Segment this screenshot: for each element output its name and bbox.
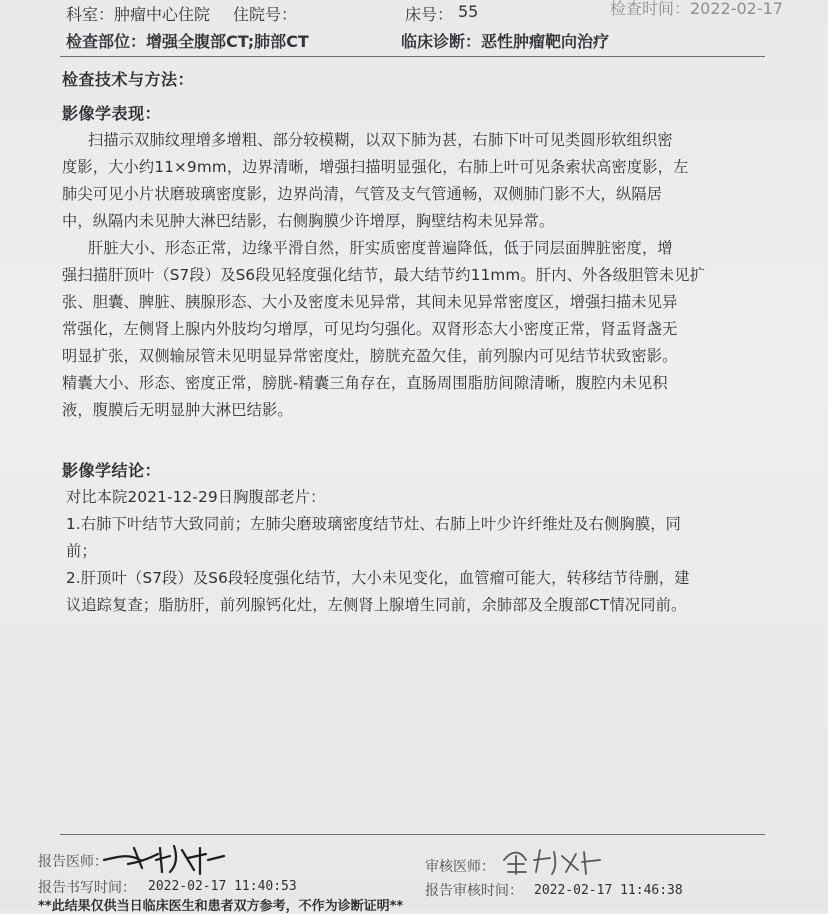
admission-no-label: 住院号： <box>233 5 298 24</box>
bed-label: 床号： <box>405 5 454 24</box>
conclusion-item-line: 1.右肺下叶结节大致同前；左肺尖磨玻璃密度结节灶、右肺上叶少许纤维灶及右侧胸膜，同 <box>66 515 682 533</box>
header-divider <box>60 56 765 57</box>
findings-p2-line: 肝脏大小、形态正常，边缘平滑自然，肝实质密度普遍降低，低于同层面脾脏密度，增 <box>88 239 673 257</box>
report-time: 2022-02-17 11:40:53 <box>148 879 297 894</box>
findings-p1-line: 中，纵隔内未见肿大淋巴结影，右侧胸膜少许增厚，胸壁结构未见异常。 <box>62 212 555 230</box>
findings-p2-line: 张、胆囊、脾脏、胰腺形态、大小及密度未见异常，其间未见异常密度区，增强扫描未见异 <box>62 293 678 311</box>
department: 科室：肿瘤中心住院 <box>66 5 211 24</box>
report-doctor-signature <box>100 838 230 878</box>
review-time: 2022-02-17 11:46:38 <box>534 883 683 898</box>
conclusion-item-line: 2.肝顶叶（S7段）及S6段轻度强化结节，大小未见变化，血管瘤可能大，转移结节待删，建 <box>66 569 690 587</box>
conclusion-item-line: 前； <box>66 542 97 560</box>
findings-p2-line: 精囊大小、形态、密度正常，膀胱-精囊三角存在，直肠周围脂肪间隙清晰，腹腔内未见积 <box>62 374 668 392</box>
findings-title: 影像学表现： <box>62 104 162 123</box>
findings-p1-line: 扫描示双肺纹理增多增粗、部分较模糊，以双下肺为甚，右肺下叶可见类圆形软组织密 <box>88 131 673 149</box>
review-time-label: 报告审核时间： <box>425 883 523 899</box>
conclusion-item-line: 议追踪复查；脂肪肝，前列腺钙化灶，左侧肾上腺增生同前，余肺部及全腹部CT情况同前。 <box>66 596 687 614</box>
findings-p2-line: 常强化，左侧肾上腺内外肢均匀增厚，可见均匀强化。双肾形态大小密度正常，肾盂肾盏无 <box>62 320 678 338</box>
findings-p1-line: 肺尖可见小片状磨玻璃密度影，边界尚清，气管及支气管通畅，双侧肺门影不大，纵隔居 <box>62 185 663 203</box>
disclaimer: **此结果仅供当日临床医生和患者双方参考，不作为诊断证明** <box>38 899 404 914</box>
review-doctor-signature <box>498 842 608 878</box>
footer-divider <box>60 834 765 835</box>
findings-p2-line: 明显扩张，双侧输尿管未见明显异常密度灶，膀胱充盈欠佳，前列腺内可见结节状致密影。 <box>62 347 678 365</box>
bed-number: 55 <box>458 2 479 21</box>
exam-time: 检查时间：2022-02-17 <box>610 0 783 18</box>
report-time-label: 报告书写时间： <box>38 880 136 896</box>
findings-p2-line: 强扫描肝顶叶（S7段）及S6段见轻度强化结节，最大结节约11mm。肝内、外各级胆管未见扩 <box>62 266 706 284</box>
conclusion-comparison: 对比本院2021-12-29日胸腹部老片： <box>66 488 326 506</box>
exam-part: 检查部位：增强全腹部CT;肺部CT <box>66 32 309 51</box>
findings-p1-line: 度影，大小约11×9mm，边界清晰，增强扫描明显强化，右肺上叶可见条索状高密度影，左 <box>62 158 689 176</box>
technique-title: 检查技术与方法： <box>62 70 195 89</box>
report-doctor-label: 报告医师： <box>38 854 108 870</box>
conclusion-title: 影像学结论： <box>62 461 162 480</box>
clinical-diagnosis: 临床诊断：恶性肿瘤靶向治疗 <box>401 32 610 51</box>
review-doctor-label: 审核医师： <box>425 859 495 875</box>
findings-p2-line: 液，腹膜后无明显肿大淋巴结影。 <box>62 401 293 419</box>
